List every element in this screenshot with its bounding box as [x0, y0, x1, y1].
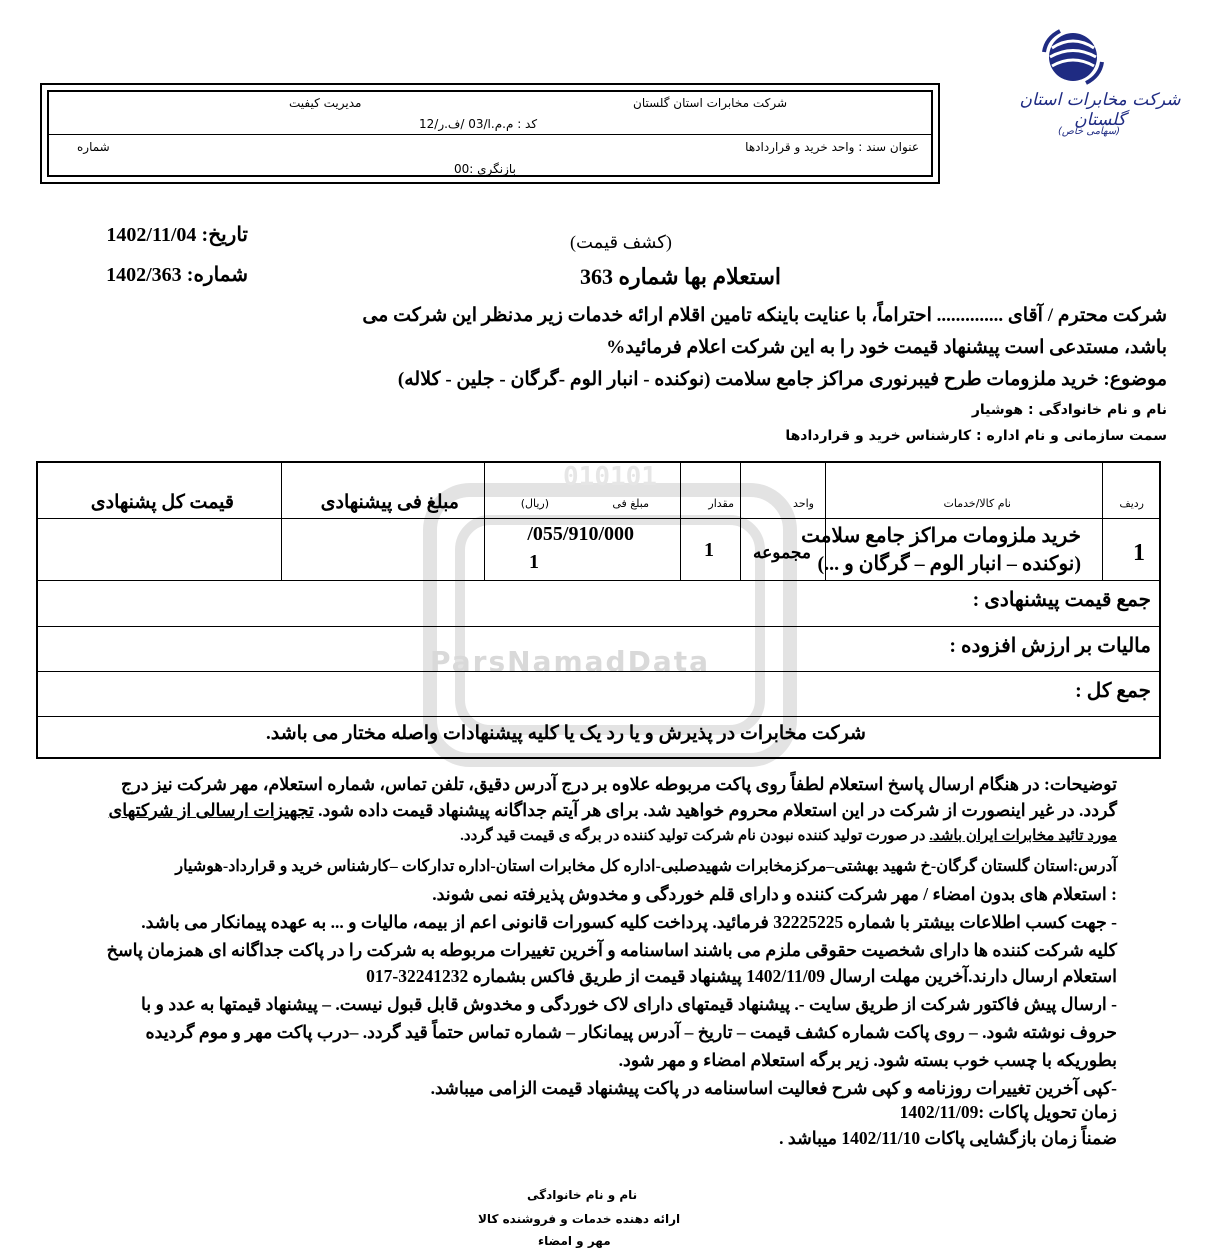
note-line-11: بطوریکه با چسب خوب بسته شود. زیر برگه استعلام امضاء و مهر شود.: [618, 1050, 1117, 1070]
doc-subtitle: (کشف قیمت): [570, 232, 672, 252]
header-revision: بازنگری :00: [454, 162, 516, 176]
note-line-3b: در صورت تولید کننده نبودن نام شرکت تولید کننده در برگه ی قیمت قید گردد.: [460, 828, 930, 844]
table-footer: شرکت مخابرات در پذیرش و یا رد یک یا کلیه پیشنهادات واصله مختار می باشد.: [266, 723, 866, 744]
note-line-5: : استعلام های بدون امضاء / مهر شرکت کننده و دارای قلم خوردگی و مخدوش پذیرفته نمی شوند.: [432, 884, 1117, 904]
intro-line-2: باشد، مستدعی است پیشنهاد قیمت خود را به این شرکت اعلام فرمائید%: [606, 337, 1167, 358]
address-line: آدرس:استان گلستان گرگان-خ شهید بهشتی–مرکزمخابرات شهیدصلبی-اداره کل مخابرات استان-اداره تدارکات –کارشناس خرید و قرارداد-هوشیار: [175, 858, 1117, 875]
date-value: 1402/11/04: [106, 224, 197, 246]
signature-name: نام و نام خانوادگی: [527, 1188, 638, 1202]
document-header: [40, 83, 940, 184]
number-row: [72, 262, 248, 287]
note-line-10: حروف نوشته شود. – روی پاکت شماره کشف قیمت – تاریخ – آدرس پیمانکار – شماره تماس حتماً قید گردد. –درب پاکت مهر و موم گردیده: [145, 1022, 1117, 1042]
header-doc-title: عنوان سند : واحد خرید و قراردادها: [745, 140, 919, 154]
logo-name: شرکت مخابرات استان گلستان: [1019, 90, 1181, 130]
row-item-line-1: خرید ملزومات مراکز جامع سلامت: [801, 525, 1081, 547]
signature-seal: مهر و امضاء: [538, 1234, 611, 1248]
doc-title: استعلام بها شماره 363: [580, 264, 782, 289]
th-row: ردیف: [1119, 497, 1144, 510]
th-proposed-total: قیمت کل پشنهادی: [90, 492, 234, 513]
th-proposed-unit: مبلغ فی پیشنهادی: [320, 492, 459, 513]
total-label: جمع کل :: [1075, 680, 1151, 702]
note-line-1: توضیحات: در هنگام ارسال پاسخ استعلام لطفاً روی پاکت مربوطه علاوه بر درج آدرس دقیق، تلفن تماس، شماره استعلام، مهر شرکت نیز درج: [120, 774, 1117, 794]
th-currency: (ریال): [520, 497, 549, 510]
note-line-2: [109, 800, 1117, 821]
delivery-time: زمان تحویل پاکات :1402/11/09: [899, 1102, 1117, 1122]
signature-role: ارائه دهنده خدمات و فروشنده کالا: [478, 1212, 681, 1226]
items-table: [36, 461, 1161, 759]
note-line-8: استعلام ارسال دارند.آخرین مهلت ارسال 1402/11/09 پیشنهاد قیمت از طریق فاکس بشماره 32241232-017: [366, 966, 1117, 986]
th-item: نام کالا/خدمات: [943, 497, 1011, 510]
header-department: مدیریت کیفیت: [289, 96, 362, 110]
row-price-line-2: 1: [529, 551, 539, 573]
number-value: 1402/363: [106, 264, 182, 286]
position-line: سمت سازمانی و نام اداره : کارشناس خرید و قراردادها: [785, 428, 1167, 444]
intro-line-1: شرکت محترم / آقای .............. احتراماً، با عنایت باینکه تامین اقلام ارائه خدمات زیر مدنظر این شرکت می: [362, 305, 1167, 326]
telecom-logo-icon: [1038, 26, 1108, 88]
sum-label: جمع قیمت پیشنهادی :: [972, 589, 1151, 611]
row-unit: مجموعه: [753, 543, 811, 562]
note-line-3: [460, 826, 1117, 845]
note-line-9: - ارسال پیش فاکتور شرکت از طریق سایت -. پیشنهاد قیمتهای دارای لاک خوردگی و مخدوش قابل قبول نیست. – پیشنهاد قیمتها به عدد و با: [140, 994, 1117, 1014]
note-line-3a: مورد تائید مخابرات ایران باشد.: [929, 828, 1117, 844]
company-logo: [1000, 26, 1200, 146]
subject-line: موضوع: خرید ملزومات طرح فیبرنوری مراکز جامع سلامت (نوکنده - انبار الوم -گرگان - جلین - کلاله): [397, 369, 1167, 390]
row-item-line-2: (نوکنده – انبار الوم – گرگان و ...): [817, 553, 1081, 575]
row-index: 1: [1133, 540, 1145, 566]
opening-time: ضمناً زمان بازگشایی پاکات 1402/11/10 میباشد .: [779, 1128, 1117, 1148]
note-line-2a: گردد. در غیر اینصورت از شرکت در این استعلام محروم خواهید شد. برای هر آیتم جداگانه پیشنهاد قیمت داده شود.: [313, 800, 1117, 820]
note-line-12: -کپی آخرین تغییرات روزنامه و کپی شرح فعالیت اساسنامه در پاکت پیشنهاد قیمت الزامی میباشد.: [430, 1078, 1117, 1098]
th-qty: مقدار: [708, 497, 734, 510]
header-number-label: شماره: [77, 140, 110, 154]
header-code: کد : م.م.ا/03 /ف.ر/12: [419, 117, 538, 131]
vat-label: مالیات بر ارزش افزوده :: [949, 635, 1151, 657]
watermark-text: ParsNamadData: [430, 645, 710, 678]
note-line-6: - جهت کسب اطلاعات بیشتر با شماره 32225225 فرمائید. پرداخت کلیه کسورات قانونی اعم از بیمه، مالیات و ... به عهده پیمانکار می باشد.: [141, 912, 1117, 932]
row-qty: 1: [704, 539, 714, 561]
th-unit: واحد: [793, 497, 814, 510]
person-line: نام و نام خانوادگی : هوشیار: [971, 402, 1167, 418]
note-line-7: کلیه شرکت کننده ها دارای شخصیت حقوقی ملزم می باشند اساسنامه و آخرین تغییرات مربوطه به شرکت را در پاکت جداگانه ای همزمان پاسخ: [106, 940, 1117, 960]
number-label: شماره:: [186, 264, 248, 286]
logo-subtitle: (سهامی خاص): [1057, 126, 1120, 137]
row-price-line-1: /055/910/000: [527, 523, 634, 545]
svg-text:010101: 010101: [563, 462, 657, 492]
note-line-2b: تجهیزات ارسالی از شرکتهای: [108, 800, 314, 820]
th-unit-price: مبلغ فی: [612, 497, 649, 510]
date-row: [68, 222, 248, 247]
date-label: تاریخ:: [201, 224, 248, 246]
header-company: شرکت مخابرات استان گلستان: [633, 96, 787, 110]
